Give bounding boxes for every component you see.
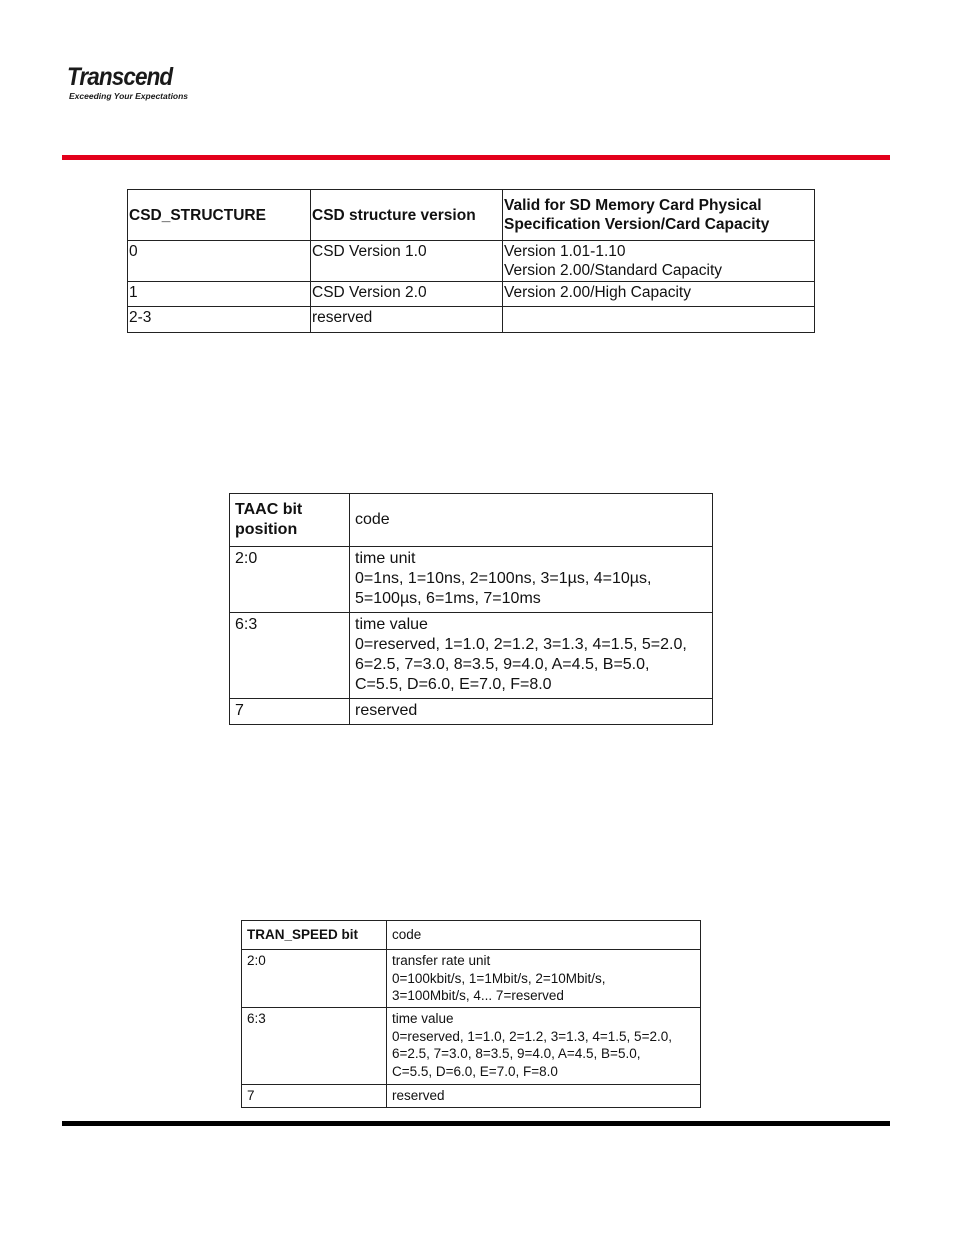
table-cell: 6:3 [242, 1008, 387, 1085]
logo-brand: Transcend [67, 63, 173, 91]
csd-structure-table [127, 189, 815, 333]
header-cell: CSD_STRUCTURE [128, 190, 311, 241]
table-row [242, 950, 701, 1008]
table-cell: 0 [128, 241, 311, 282]
header-cell: CSD structure version [311, 190, 503, 241]
table-cell: Version 1.01-1.10 Version 2.00/Standard Capacity [503, 241, 815, 282]
table-cell: 1 [128, 282, 311, 307]
footer-rule [62, 1121, 890, 1126]
table-cell: 2:0 [230, 547, 350, 613]
table-header-row [128, 190, 815, 241]
table-row [128, 282, 815, 307]
table-cell: reserved [311, 307, 503, 333]
table-cell: transfer rate unit 0=100kbit/s, 1=1Mbit/s, 2=10Mbit/s, 3=100Mbit/s, 4... 7=reserved [387, 950, 701, 1008]
table-cell: CSD Version 2.0 [311, 282, 503, 307]
header-cell: Valid for SD Memory Card Physical Specification Version/Card Capacity [503, 190, 815, 241]
transcend-logo [67, 64, 188, 101]
header-cell: code [350, 494, 713, 547]
table-cell: CSD Version 1.0 [311, 241, 503, 282]
table-cell [503, 307, 815, 333]
table-row [242, 1085, 701, 1108]
header-cell: TRAN_SPEED bit [242, 921, 387, 950]
table-row [128, 307, 815, 333]
table-header-row [230, 494, 713, 547]
header-rule [62, 155, 890, 160]
table-row [230, 699, 713, 725]
header-cell: TAAC bit position [230, 494, 350, 547]
table-header-row [242, 921, 701, 950]
taac-table [229, 493, 713, 725]
table-row [242, 1008, 701, 1085]
table-cell: time value 0=reserved, 1=1.0, 2=1.2, 3=1.3, 4=1.5, 5=2.0, 6=2.5, 7=3.0, 8=3.5, 9=4.0, A=4.5, B=5.0, C=5.5, D=6.0, E=7.0, F=8.0 [350, 613, 713, 699]
table-cell: time unit 0=1ns, 1=10ns, 2=100ns, 3=1µs, 4=10µs, 5=100µs, 6=1ms, 7=10ms [350, 547, 713, 613]
logo-tagline: Exceeding Your Expectations [69, 91, 189, 101]
table-cell: 7 [230, 699, 350, 725]
table-cell: 6:3 [230, 613, 350, 699]
table-row [230, 613, 713, 699]
header-cell: code [387, 921, 701, 950]
table-cell: 7 [242, 1085, 387, 1108]
table-cell: Version 2.00/High Capacity [503, 282, 815, 307]
table-cell: reserved [387, 1085, 701, 1108]
table-cell: 2-3 [128, 307, 311, 333]
table-row [128, 241, 815, 282]
table-cell: time value 0=reserved, 1=1.0, 2=1.2, 3=1.3, 4=1.5, 5=2.0, 6=2.5, 7=3.0, 8=3.5, 9=4.0, A=4.5, B=5.0, C=5.5, D=6.0, E=7.0, F=8.0 [387, 1008, 701, 1085]
tran-speed-table [241, 920, 701, 1108]
table-row [230, 547, 713, 613]
table-cell: reserved [350, 699, 713, 725]
table-cell: 2:0 [242, 950, 387, 1008]
